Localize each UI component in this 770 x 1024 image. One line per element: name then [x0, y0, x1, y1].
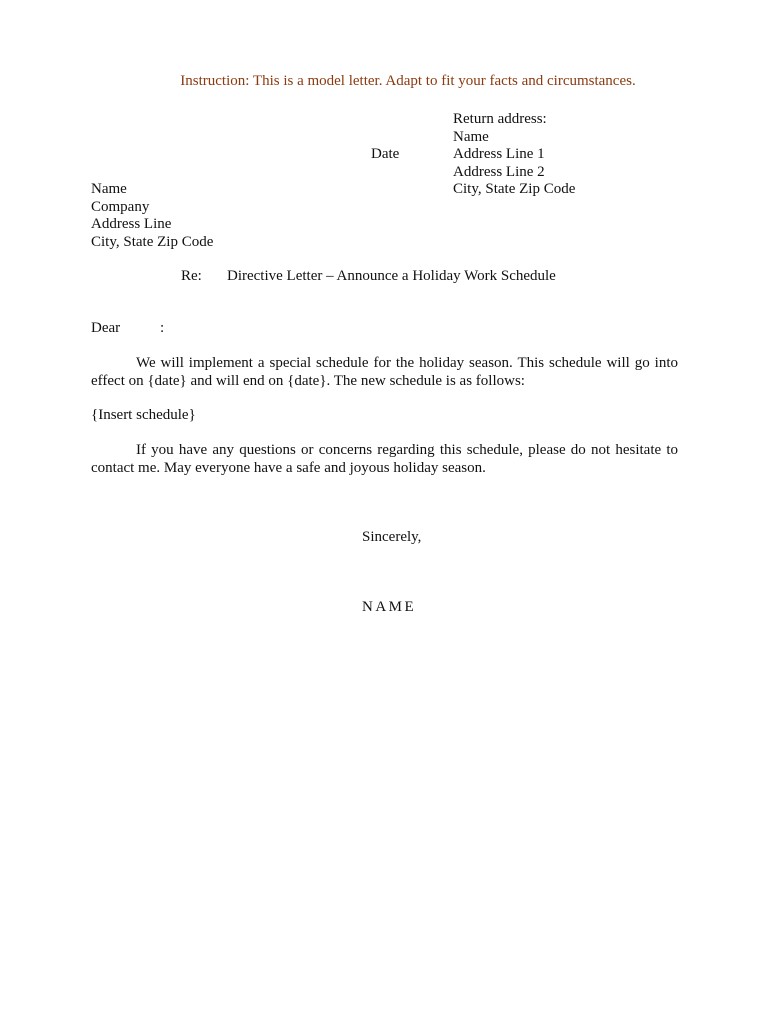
recipient-city: City, State Zip Code [91, 233, 214, 250]
signature-name: NAME [362, 599, 417, 615]
schedule-placeholder: {Insert schedule} [91, 407, 196, 423]
body-paragraph-2: If you have any questions or concerns regarding this schedule, please do not hesitate to contact me. May everyone have a safe and joyous holiday season. [91, 442, 678, 476]
salutation-dear: Dear [91, 320, 121, 336]
return-address-label: Return address: [453, 111, 547, 127]
return-address-city: City, State Zip Code [453, 181, 576, 197]
body-paragraph-1: We will implement a special schedule for the holiday season. This schedule will go into effect on {date} and will end on {date}. The new schedule is as follows: [91, 355, 678, 389]
date-label: Date [371, 146, 400, 162]
re-label: Re: [181, 268, 202, 284]
recipient-block [91, 181, 213, 251]
salutation-colon: : [160, 320, 165, 336]
recipient-address: Address Line [91, 216, 172, 232]
recipient-company: Company [91, 198, 150, 215]
re-subject: Directive Letter – Announce a Holiday Work Schedule [227, 268, 556, 284]
return-address-block [453, 111, 575, 199]
closing: Sincerely, [362, 529, 422, 545]
recipient-name: Name [91, 181, 127, 197]
return-address-line2: Address Line 2 [453, 163, 545, 180]
instruction-note: Instruction: This is a model letter. Adapt to fit your facts and circumstances. [180, 73, 636, 89]
return-address-line1: Address Line 1 [453, 146, 545, 162]
return-address-name: Name [453, 128, 489, 145]
